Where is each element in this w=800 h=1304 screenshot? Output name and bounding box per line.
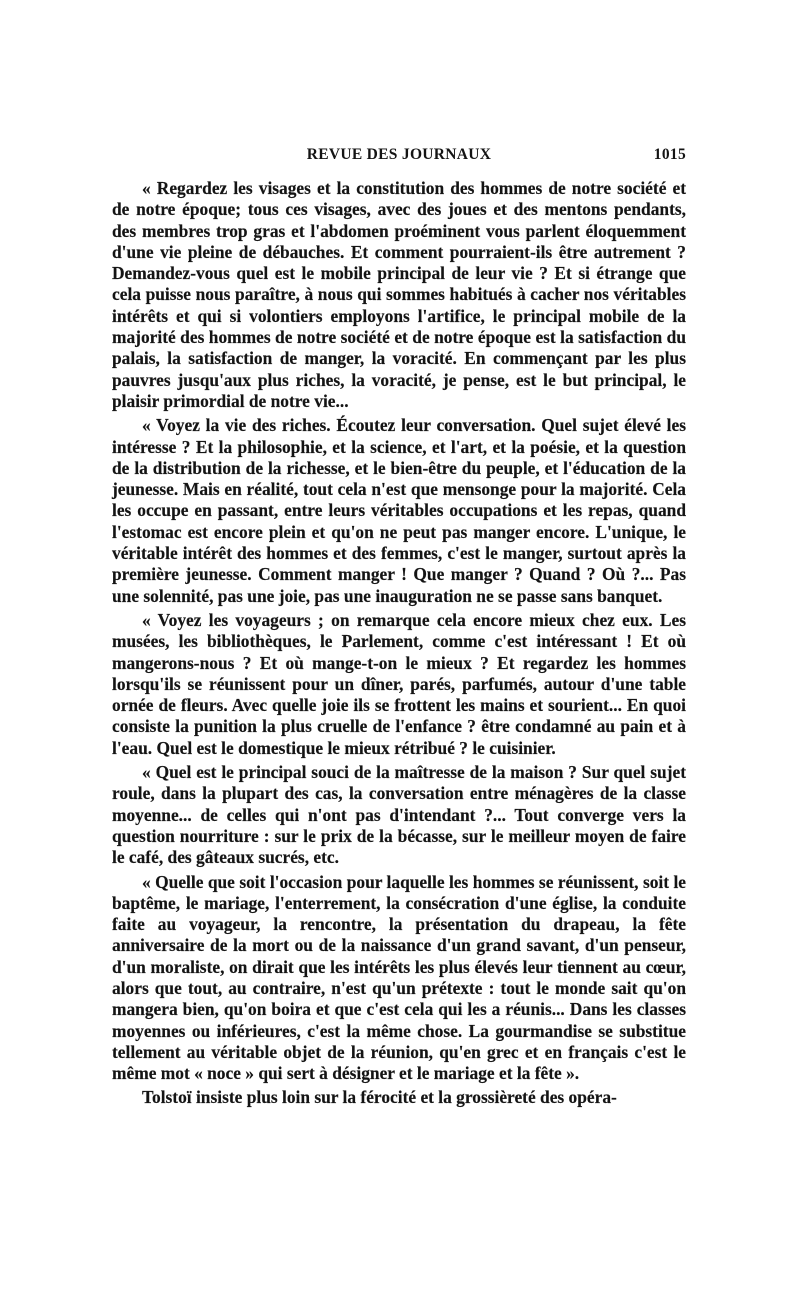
page-number: 1015: [653, 146, 686, 163]
running-header: [112, 140, 686, 168]
document-page: [112, 140, 686, 1112]
paragraph: « Voyez les voyageurs ; on remarque cela encore mieux chez eux. Les musées, les bibliothèques, le Parlement, comme c'est intéressant ! Et où mangerons-nous ? Et où mange-t-on le mieux ? Et regardez les hommes lorsqu'ils se réunissent pour un dîner, parés, parfumés, autour d'une table ornée de fleurs. Avec quelle joie ils se frottent les mains et sourient... En quoi consiste la punition la plus cruelle de l'enfance ? être condamné au pain et à l'eau. Quel est le domestique le mieux rétribué ? le cuisinier.: [112, 609, 686, 758]
paragraph: « Voyez la vie des riches. Écoutez leur conversation. Quel sujet élevé les intéresse ? Et la philosophie, et la science, et l'art, et la poésie, et la question de la distribution de la richesse, et le bien-être du peuple, et l'éducation de la jeunesse. Mais en réalité, tout cela n'est que mensonge pour la majorité. Cela les occupe en passant, entre leurs véritables occupations et les repas, quand l'estomac est encore plein et qu'on ne peut pas manger encore. L'unique, le véritable intérêt des hommes et des femmes, c'est le manger, surtout après la première jeunesse. Comment manger ! Que manger ? Quand ? Où ?... Pas une solennité, pas une joie, pas une inauguration ne se passe sans banquet.: [112, 415, 686, 606]
paragraph: « Quel est le principal souci de la maîtresse de la maison ? Sur quel sujet roule, dans la plupart des cas, la conversation entre ménagères de la classe moyenne... de celles qui n'ont pas d'intendant ?... Tout converge vers la question nourriture : sur le prix de la bécasse, sur le meilleur moyen de faire le café, des gâteaux sucrés, etc.: [112, 762, 686, 868]
paragraph: « Regardez les visages et la constitution des hommes de notre société et de notre époque; tous ces visages, avec des joues et des mentons pendants, des membres trop gras et l'abdomen proéminent vous parlent éloquemment d'une vie pleine de débauches. Et comment pourraient-ils être autrement ? Demandez-vous quel est le mobile principal de leur vie ? Et si étrange que cela puisse nous paraître, à nous qui sommes habitués à cacher nos véritables intérêts et qui si volontiers employons l'artifice, le principal mobile de la majorité des hommes de notre société et de notre époque est la satisfaction du palais, la satisfaction de manger, la voracité. En commençant par les plus pauvres jusqu'aux plus riches, la voracité, je pense, est le but principal, le plaisir primordial de notre vie...: [112, 178, 686, 411]
running-title: REVUE DES JOURNAUX: [306, 146, 492, 163]
paragraph-continued: Tolstoï insiste plus loin sur la férocité et la grossièreté des opéra-: [142, 1087, 617, 1108]
body-text: [112, 178, 686, 1109]
paragraph: « Quelle que soit l'occasion pour laquelle les hommes se réunissent, soit le baptême, le mariage, l'enterrement, la consécration d'une église, la conduite faite au voyageur, la rencontre, la présentation du drapeau, la fête anniversaire de la mort ou de la naissance d'un grand savant, d'un penseur, d'un moraliste, on dirait que les intérêts les plus élevés leur tiennent au cœur, alors que tout, au contraire, n'est qu'un prétexte : tout le monde sait qu'on mangera bien, qu'on boira et que c'est cela qui les a réunis... Dans les classes moyennes ou inférieures, c'est la même chose. La gourmandise se substitue tellement au véritable objet de la réunion, qu'en grec et en français c'est le même mot « noce » qui sert à désigner et le mariage et la fête ».: [112, 871, 686, 1084]
